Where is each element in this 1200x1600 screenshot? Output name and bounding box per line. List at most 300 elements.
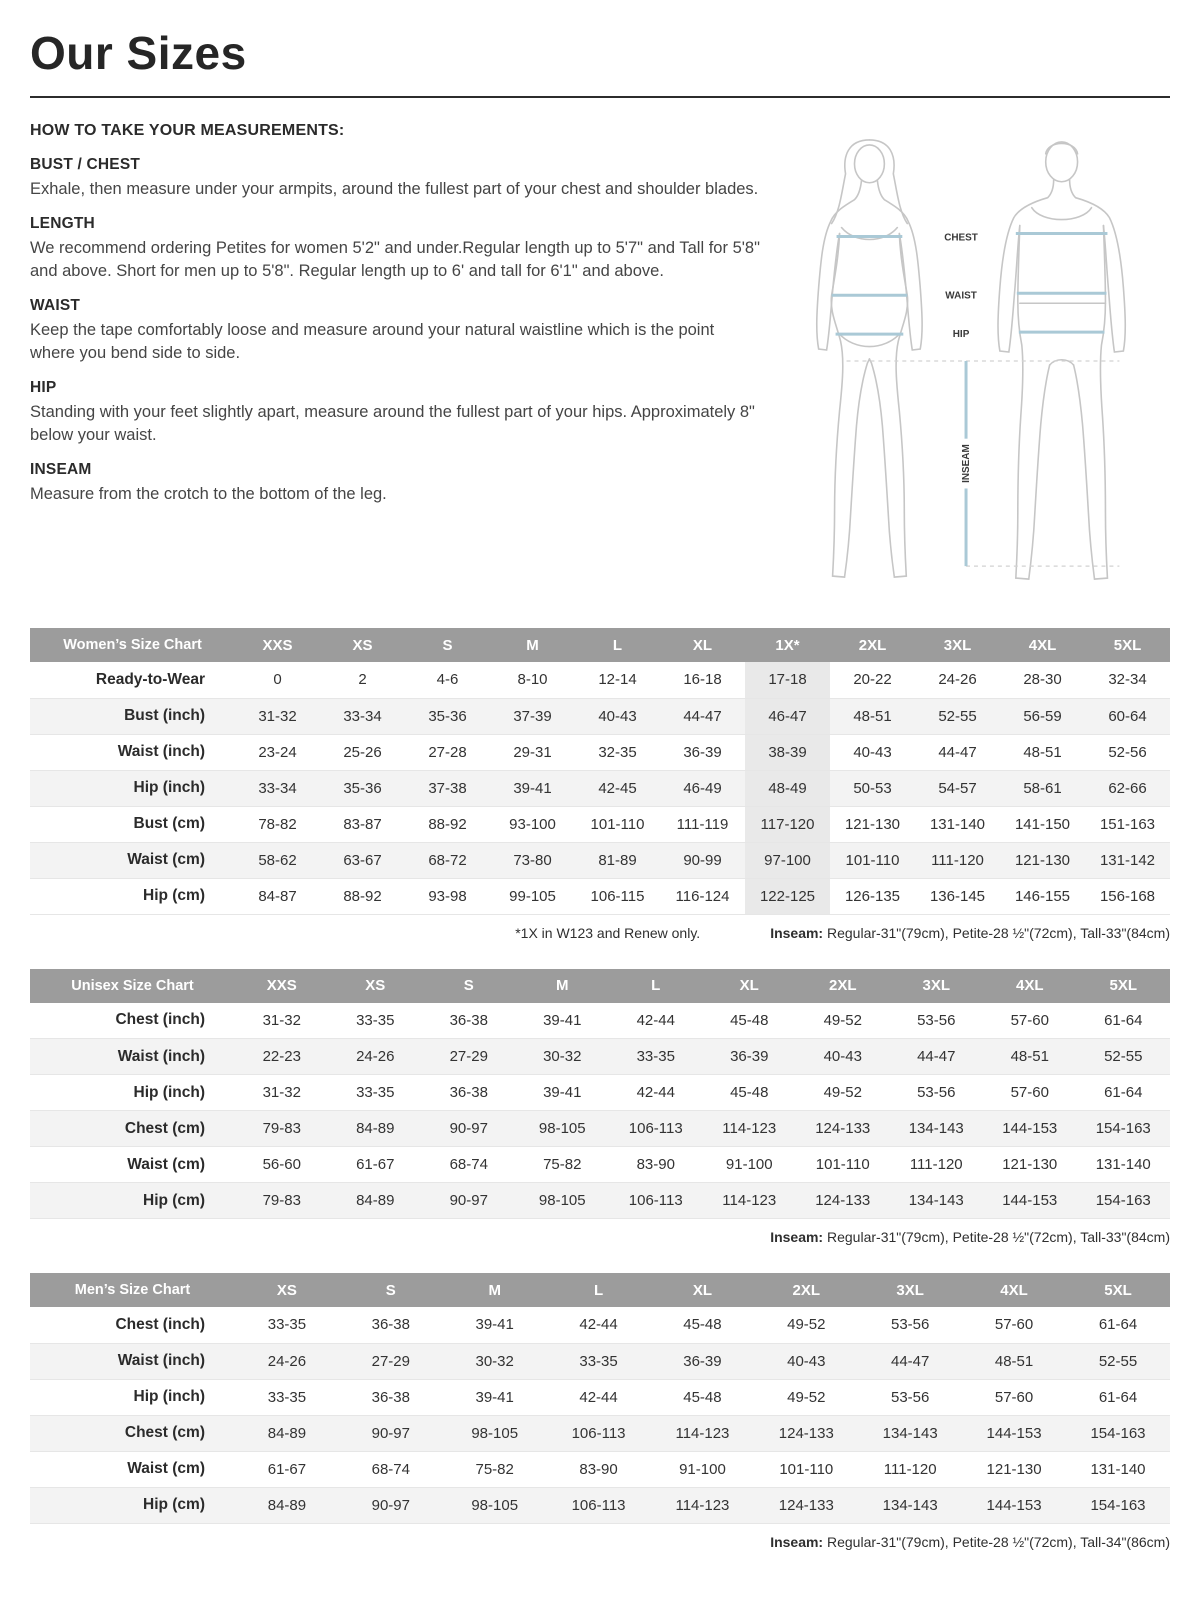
size-cell: 98-105 — [443, 1487, 547, 1523]
table-row — [30, 1487, 1170, 1523]
size-cell: 52-55 — [1077, 1039, 1171, 1075]
mens-size-chart-block — [30, 1273, 1170, 1550]
size-cell: 39-41 — [516, 1075, 610, 1111]
size-cell: 154-163 — [1066, 1487, 1170, 1523]
inseam-line-label: INSEAM — [961, 444, 973, 483]
size-cell: 84-87 — [235, 878, 320, 914]
size-cell: 81-89 — [575, 842, 660, 878]
size-cell: 40-43 — [575, 698, 660, 734]
size-cell: 35-36 — [405, 698, 490, 734]
size-cell: 90-97 — [339, 1415, 443, 1451]
size-cell: 134-143 — [858, 1487, 962, 1523]
size-cell: 27-29 — [422, 1039, 516, 1075]
size-cell: 68-74 — [422, 1147, 516, 1183]
size-cell: 42-44 — [609, 1003, 703, 1039]
size-cell: 31-32 — [235, 698, 320, 734]
column-header: XS — [320, 628, 405, 662]
table-row — [30, 698, 1170, 734]
size-cell: 52-56 — [1085, 734, 1170, 770]
inseam-note-text: Regular-31"(79cm), Petite-28 ½"(72cm), Tall-33"(84cm) — [823, 924, 1170, 941]
section-title: LENGTH — [30, 215, 95, 233]
table-row — [30, 1075, 1170, 1111]
size-cell: 154-163 — [1066, 1415, 1170, 1451]
size-cell: 45-48 — [651, 1307, 755, 1343]
table-row — [30, 1415, 1170, 1451]
size-cell: 126-135 — [830, 878, 915, 914]
section-title: BUST / CHEST — [30, 156, 141, 173]
measurement-instructions — [30, 122, 1170, 600]
size-cell: 60-64 — [1085, 698, 1170, 734]
size-cell: 53-56 — [858, 1307, 962, 1343]
size-cell: 8-10 — [490, 662, 575, 698]
size-cell: 156-168 — [1085, 878, 1170, 914]
table-row — [30, 1451, 1170, 1487]
column-header: XL — [651, 1273, 755, 1307]
size-cell: 37-39 — [490, 698, 575, 734]
row-label: Chest (inch) — [30, 1003, 235, 1039]
footnote-inseam-note — [770, 1229, 1170, 1245]
size-cell: 42-44 — [609, 1075, 703, 1111]
table-row — [30, 1183, 1170, 1219]
section-title: HIP — [30, 379, 57, 397]
size-cell: 144-153 — [983, 1111, 1077, 1147]
size-cell: 114-123 — [651, 1487, 755, 1523]
table-row — [30, 806, 1170, 842]
size-cell: 39-41 — [443, 1307, 547, 1343]
size-cell: 90-97 — [422, 1183, 516, 1219]
howto-heading: HOW TO TAKE YOUR MEASUREMENTS: — [30, 122, 345, 139]
size-cell: 121-130 — [830, 806, 915, 842]
waist-line-label: WAIST — [945, 290, 977, 302]
size-cell: 106-113 — [609, 1111, 703, 1147]
size-cell: 78-82 — [235, 806, 320, 842]
footnote-inseam-note — [770, 1534, 1170, 1550]
size-cell: 33-34 — [235, 770, 320, 806]
size-cell: 144-153 — [962, 1415, 1066, 1451]
size-cell: 57-60 — [983, 1003, 1077, 1039]
womens-size-chart-table — [30, 628, 1170, 915]
column-header: L — [609, 969, 703, 1003]
size-cell: 36-39 — [703, 1039, 797, 1075]
size-cell: 44-47 — [660, 698, 745, 734]
size-cell: 68-74 — [339, 1451, 443, 1487]
inseam-note-text: Regular-31"(79cm), Petite-28 ½"(72cm), Tall-33"(84cm) — [823, 1229, 1170, 1245]
table-row — [30, 770, 1170, 806]
chest-line-label: CHEST — [944, 232, 978, 244]
size-cell: 30-32 — [516, 1039, 610, 1075]
size-cell: 49-52 — [754, 1379, 858, 1415]
size-cell: 131-142 — [1085, 842, 1170, 878]
column-header: M — [516, 969, 610, 1003]
row-label: Hip (inch) — [30, 770, 235, 806]
size-cell: 48-49 — [745, 770, 830, 806]
size-cell: 63-67 — [320, 842, 405, 878]
size-cell: 39-41 — [490, 770, 575, 806]
column-header: XS — [235, 1273, 339, 1307]
size-cell: 40-43 — [830, 734, 915, 770]
footnote-inseam-note — [770, 925, 1170, 941]
size-cell: 38-39 — [745, 734, 830, 770]
size-cell: 56-59 — [1000, 698, 1085, 734]
size-cell: 23-24 — [235, 734, 320, 770]
size-cell: 33-35 — [235, 1307, 339, 1343]
mens-table-footnote — [30, 1534, 1170, 1550]
size-cell: 88-92 — [320, 878, 405, 914]
size-cell: 75-82 — [443, 1451, 547, 1487]
size-cell: 33-34 — [320, 698, 405, 734]
size-cell: 131-140 — [915, 806, 1000, 842]
size-cell: 62-66 — [1085, 770, 1170, 806]
instruction-section-length — [30, 215, 762, 282]
size-cell: 98-105 — [516, 1111, 610, 1147]
size-cell: 91-100 — [703, 1147, 797, 1183]
table-row — [30, 842, 1170, 878]
size-cell: 79-83 — [235, 1111, 329, 1147]
size-cell: 46-49 — [660, 770, 745, 806]
size-cell: 134-143 — [890, 1183, 984, 1219]
size-cell: 121-130 — [1000, 842, 1085, 878]
size-cell: 53-56 — [890, 1075, 984, 1111]
size-cell: 144-153 — [983, 1183, 1077, 1219]
size-cell: 36-38 — [339, 1307, 443, 1343]
column-header: 4XL — [962, 1273, 1066, 1307]
table-row — [30, 734, 1170, 770]
size-cell: 114-123 — [703, 1111, 797, 1147]
column-header: 5XL — [1066, 1273, 1170, 1307]
column-header: XL — [703, 969, 797, 1003]
column-header: XS — [329, 969, 423, 1003]
row-label: Hip (cm) — [30, 1183, 235, 1219]
size-cell: 42-44 — [547, 1307, 651, 1343]
section-body: Measure from the crotch to the bottom of the leg. — [30, 485, 387, 504]
column-header: 2XL — [830, 628, 915, 662]
womens-size-chart-block — [30, 628, 1170, 941]
size-cell: 56-60 — [235, 1147, 329, 1183]
size-cell: 106-113 — [547, 1487, 651, 1523]
size-cell: 24-26 — [329, 1039, 423, 1075]
column-header: XXS — [235, 628, 320, 662]
table-title: Unisex Size Chart — [30, 969, 235, 1003]
inseam-note-label: Inseam: — [770, 924, 824, 941]
table-row — [30, 1039, 1170, 1075]
section-title: WAIST — [30, 297, 81, 315]
size-cell: 31-32 — [235, 1003, 329, 1039]
size-cell: 20-22 — [830, 662, 915, 698]
size-cell: 97-100 — [745, 842, 830, 878]
size-cell: 61-64 — [1066, 1307, 1170, 1343]
row-label: Ready-to-Wear — [30, 662, 235, 698]
size-cell: 12-14 — [575, 662, 660, 698]
size-cell: 98-105 — [443, 1415, 547, 1451]
size-cell: 31-32 — [235, 1075, 329, 1111]
size-tables — [30, 628, 1170, 1550]
table-row — [30, 1379, 1170, 1415]
section-body: Keep the tape comfortably loose and measure around your natural waistline which is the point where you bend side to side. — [30, 321, 715, 362]
size-cell: 50-53 — [830, 770, 915, 806]
size-cell: 16-18 — [660, 662, 745, 698]
size-cell: 49-52 — [754, 1307, 858, 1343]
column-header: 2XL — [754, 1273, 858, 1307]
size-cell: 90-97 — [422, 1111, 516, 1147]
size-cell: 90-97 — [339, 1487, 443, 1523]
table-row — [30, 662, 1170, 698]
size-cell: 48-51 — [1000, 734, 1085, 770]
size-cell: 33-35 — [609, 1039, 703, 1075]
inseam-note-text: Regular-31"(79cm), Petite-28 ½"(72cm), Tall-34"(86cm) — [823, 1533, 1170, 1550]
row-label: Hip (cm) — [30, 1487, 235, 1523]
row-label: Waist (cm) — [30, 1147, 235, 1183]
size-cell: 44-47 — [915, 734, 1000, 770]
size-cell: 33-35 — [329, 1003, 423, 1039]
row-label: Chest (cm) — [30, 1415, 235, 1451]
size-cell: 33-35 — [547, 1343, 651, 1379]
size-cell: 57-60 — [983, 1075, 1077, 1111]
size-cell: 24-26 — [235, 1343, 339, 1379]
size-cell: 84-89 — [329, 1111, 423, 1147]
column-header: 1X* — [745, 628, 830, 662]
size-cell: 83-90 — [609, 1147, 703, 1183]
size-cell: 49-52 — [796, 1003, 890, 1039]
size-cell: 32-35 — [575, 734, 660, 770]
size-cell: 46-47 — [745, 698, 830, 734]
instruction-section-bust-chest — [30, 156, 762, 200]
size-cell: 106-113 — [547, 1415, 651, 1451]
body-measurement-figure-icon — [778, 122, 1170, 600]
size-cell: 17-18 — [745, 662, 830, 698]
size-cell: 141-150 — [1000, 806, 1085, 842]
size-cell: 144-153 — [962, 1487, 1066, 1523]
size-cell: 61-67 — [329, 1147, 423, 1183]
size-cell: 30-32 — [443, 1343, 547, 1379]
column-header: S — [405, 628, 490, 662]
size-cell: 111-120 — [858, 1451, 962, 1487]
size-cell: 93-100 — [490, 806, 575, 842]
column-header: M — [490, 628, 575, 662]
size-cell: 36-38 — [422, 1003, 516, 1039]
row-label: Hip (inch) — [30, 1075, 235, 1111]
size-cell: 40-43 — [754, 1343, 858, 1379]
size-cell: 36-38 — [422, 1075, 516, 1111]
size-cell: 61-64 — [1066, 1379, 1170, 1415]
table-row — [30, 878, 1170, 914]
size-cell: 131-140 — [1077, 1147, 1171, 1183]
size-cell: 45-48 — [703, 1075, 797, 1111]
size-cell: 134-143 — [858, 1415, 962, 1451]
footnote-1x-note: *1X in W123 and Renew only. — [515, 924, 701, 941]
size-cell: 121-130 — [962, 1451, 1066, 1487]
size-cell: 84-89 — [235, 1415, 339, 1451]
size-cell: 48-51 — [983, 1039, 1077, 1075]
size-cell: 114-123 — [651, 1415, 755, 1451]
size-cell: 91-100 — [651, 1451, 755, 1487]
size-cell: 44-47 — [858, 1343, 962, 1379]
row-label: Chest (cm) — [30, 1111, 235, 1147]
size-cell: 121-130 — [983, 1147, 1077, 1183]
row-label: Waist (inch) — [30, 1343, 235, 1379]
size-cell: 58-62 — [235, 842, 320, 878]
table-title: Women’s Size Chart — [30, 628, 235, 662]
size-cell: 33-35 — [329, 1075, 423, 1111]
size-cell: 101-110 — [830, 842, 915, 878]
section-title: INSEAM — [30, 461, 92, 479]
size-cell: 114-123 — [703, 1183, 797, 1219]
column-header: L — [547, 1273, 651, 1307]
size-cell: 37-38 — [405, 770, 490, 806]
size-cell: 106-115 — [575, 878, 660, 914]
column-header: 4XL — [1000, 628, 1085, 662]
size-cell: 52-55 — [1066, 1343, 1170, 1379]
size-cell: 4-6 — [405, 662, 490, 698]
size-cell: 0 — [235, 662, 320, 698]
size-cell: 42-45 — [575, 770, 660, 806]
size-cell: 111-119 — [660, 806, 745, 842]
size-cell: 27-28 — [405, 734, 490, 770]
instruction-section-waist — [30, 297, 762, 364]
size-cell: 146-155 — [1000, 878, 1085, 914]
size-cell: 61-67 — [235, 1451, 339, 1487]
size-cell: 111-120 — [915, 842, 1000, 878]
table-row — [30, 1147, 1170, 1183]
column-header: XXS — [235, 969, 329, 1003]
size-cell: 61-64 — [1077, 1003, 1171, 1039]
size-cell: 124-133 — [796, 1183, 890, 1219]
inseam-note-label: Inseam: — [770, 1229, 824, 1245]
column-header: 5XL — [1077, 969, 1171, 1003]
size-cell: 98-105 — [516, 1183, 610, 1219]
size-cell: 39-41 — [443, 1379, 547, 1415]
size-cell: 99-105 — [490, 878, 575, 914]
column-header: 2XL — [796, 969, 890, 1003]
size-cell: 58-61 — [1000, 770, 1085, 806]
size-cell: 45-48 — [651, 1379, 755, 1415]
instruction-section-hip — [30, 379, 762, 446]
size-cell: 57-60 — [962, 1307, 1066, 1343]
mens-size-chart-table — [30, 1273, 1170, 1524]
size-cell: 111-120 — [890, 1147, 984, 1183]
size-cell: 52-55 — [915, 698, 1000, 734]
size-cell: 154-163 — [1077, 1183, 1171, 1219]
size-cell: 27-29 — [339, 1343, 443, 1379]
size-cell: 124-133 — [796, 1111, 890, 1147]
size-cell: 117-120 — [745, 806, 830, 842]
column-header: 3XL — [890, 969, 984, 1003]
table-row — [30, 1343, 1170, 1379]
size-cell: 124-133 — [754, 1415, 858, 1451]
size-cell: 49-52 — [796, 1075, 890, 1111]
unisex-size-chart-block — [30, 969, 1170, 1246]
size-cell: 32-34 — [1085, 662, 1170, 698]
row-label: Waist (cm) — [30, 842, 235, 878]
size-cell: 39-41 — [516, 1003, 610, 1039]
size-cell: 61-64 — [1077, 1075, 1171, 1111]
size-cell: 84-89 — [329, 1183, 423, 1219]
inseam-note-label: Inseam: — [770, 1533, 824, 1550]
page-title: Our Sizes — [30, 26, 1170, 98]
row-label: Hip (inch) — [30, 1379, 235, 1415]
size-cell: 2 — [320, 662, 405, 698]
size-cell: 36-38 — [339, 1379, 443, 1415]
size-cell: 122-125 — [745, 878, 830, 914]
row-label: Bust (cm) — [30, 806, 235, 842]
size-cell: 54-57 — [915, 770, 1000, 806]
size-cell: 106-113 — [609, 1183, 703, 1219]
column-header: M — [443, 1273, 547, 1307]
section-body: Standing with your feet slightly apart, measure around the fullest part of your hips. Approximately 8" below your waist. — [30, 403, 755, 444]
size-cell: 136-145 — [915, 878, 1000, 914]
size-cell: 40-43 — [796, 1039, 890, 1075]
row-label: Chest (inch) — [30, 1307, 235, 1343]
table-row — [30, 1307, 1170, 1343]
size-cell: 28-30 — [1000, 662, 1085, 698]
womens-table-footnote — [30, 925, 1170, 941]
row-label: Waist (inch) — [30, 1039, 235, 1075]
row-label: Waist (cm) — [30, 1451, 235, 1487]
size-guide-illustration — [778, 122, 1170, 600]
size-cell: 101-110 — [796, 1147, 890, 1183]
size-cell: 101-110 — [754, 1451, 858, 1487]
size-cell: 25-26 — [320, 734, 405, 770]
size-cell: 36-39 — [660, 734, 745, 770]
size-cell: 57-60 — [962, 1379, 1066, 1415]
instruction-section-inseam — [30, 461, 762, 505]
column-header: 4XL — [983, 969, 1077, 1003]
section-body: Exhale, then measure under your armpits, around the fullest part of your chest and shoulder blades. — [30, 180, 759, 198]
row-label: Waist (inch) — [30, 734, 235, 770]
size-cell: 29-31 — [490, 734, 575, 770]
section-body: We recommend ordering Petites for women 5'2" and under.Regular length up to 5'7" and Tall for 5'8" and above. Short for men up to 5'8". Regular length up to 6' and tall for 6'1" and above. — [30, 239, 760, 280]
size-cell: 36-39 — [651, 1343, 755, 1379]
column-header: XL — [660, 628, 745, 662]
size-cell: 53-56 — [890, 1003, 984, 1039]
size-cell: 93-98 — [405, 878, 490, 914]
size-cell: 48-51 — [830, 698, 915, 734]
table-row — [30, 1003, 1170, 1039]
instructions-text-column — [30, 122, 778, 600]
column-header: 5XL — [1085, 628, 1170, 662]
unisex-table-footnote — [30, 1229, 1170, 1245]
column-header: S — [422, 969, 516, 1003]
size-cell: 68-72 — [405, 842, 490, 878]
column-header: 3XL — [858, 1273, 962, 1307]
size-cell: 48-51 — [962, 1343, 1066, 1379]
size-cell: 83-87 — [320, 806, 405, 842]
size-cell: 83-90 — [547, 1451, 651, 1487]
size-cell: 45-48 — [703, 1003, 797, 1039]
size-cell: 151-163 — [1085, 806, 1170, 842]
size-cell: 90-99 — [660, 842, 745, 878]
row-label: Bust (inch) — [30, 698, 235, 734]
unisex-size-chart-table — [30, 969, 1170, 1220]
size-cell: 154-163 — [1077, 1111, 1171, 1147]
size-cell: 73-80 — [490, 842, 575, 878]
size-cell: 134-143 — [890, 1111, 984, 1147]
size-cell: 131-140 — [1066, 1451, 1170, 1487]
table-title: Men’s Size Chart — [30, 1273, 235, 1307]
size-cell: 44-47 — [890, 1039, 984, 1075]
column-header: L — [575, 628, 660, 662]
size-cell: 124-133 — [754, 1487, 858, 1523]
size-cell: 22-23 — [235, 1039, 329, 1075]
size-cell: 53-56 — [858, 1379, 962, 1415]
size-cell: 75-82 — [516, 1147, 610, 1183]
column-header: 3XL — [915, 628, 1000, 662]
column-header: S — [339, 1273, 443, 1307]
hip-line-label: HIP — [952, 329, 970, 341]
size-cell: 101-110 — [575, 806, 660, 842]
row-label: Hip (cm) — [30, 878, 235, 914]
size-cell: 88-92 — [405, 806, 490, 842]
table-row — [30, 1111, 1170, 1147]
